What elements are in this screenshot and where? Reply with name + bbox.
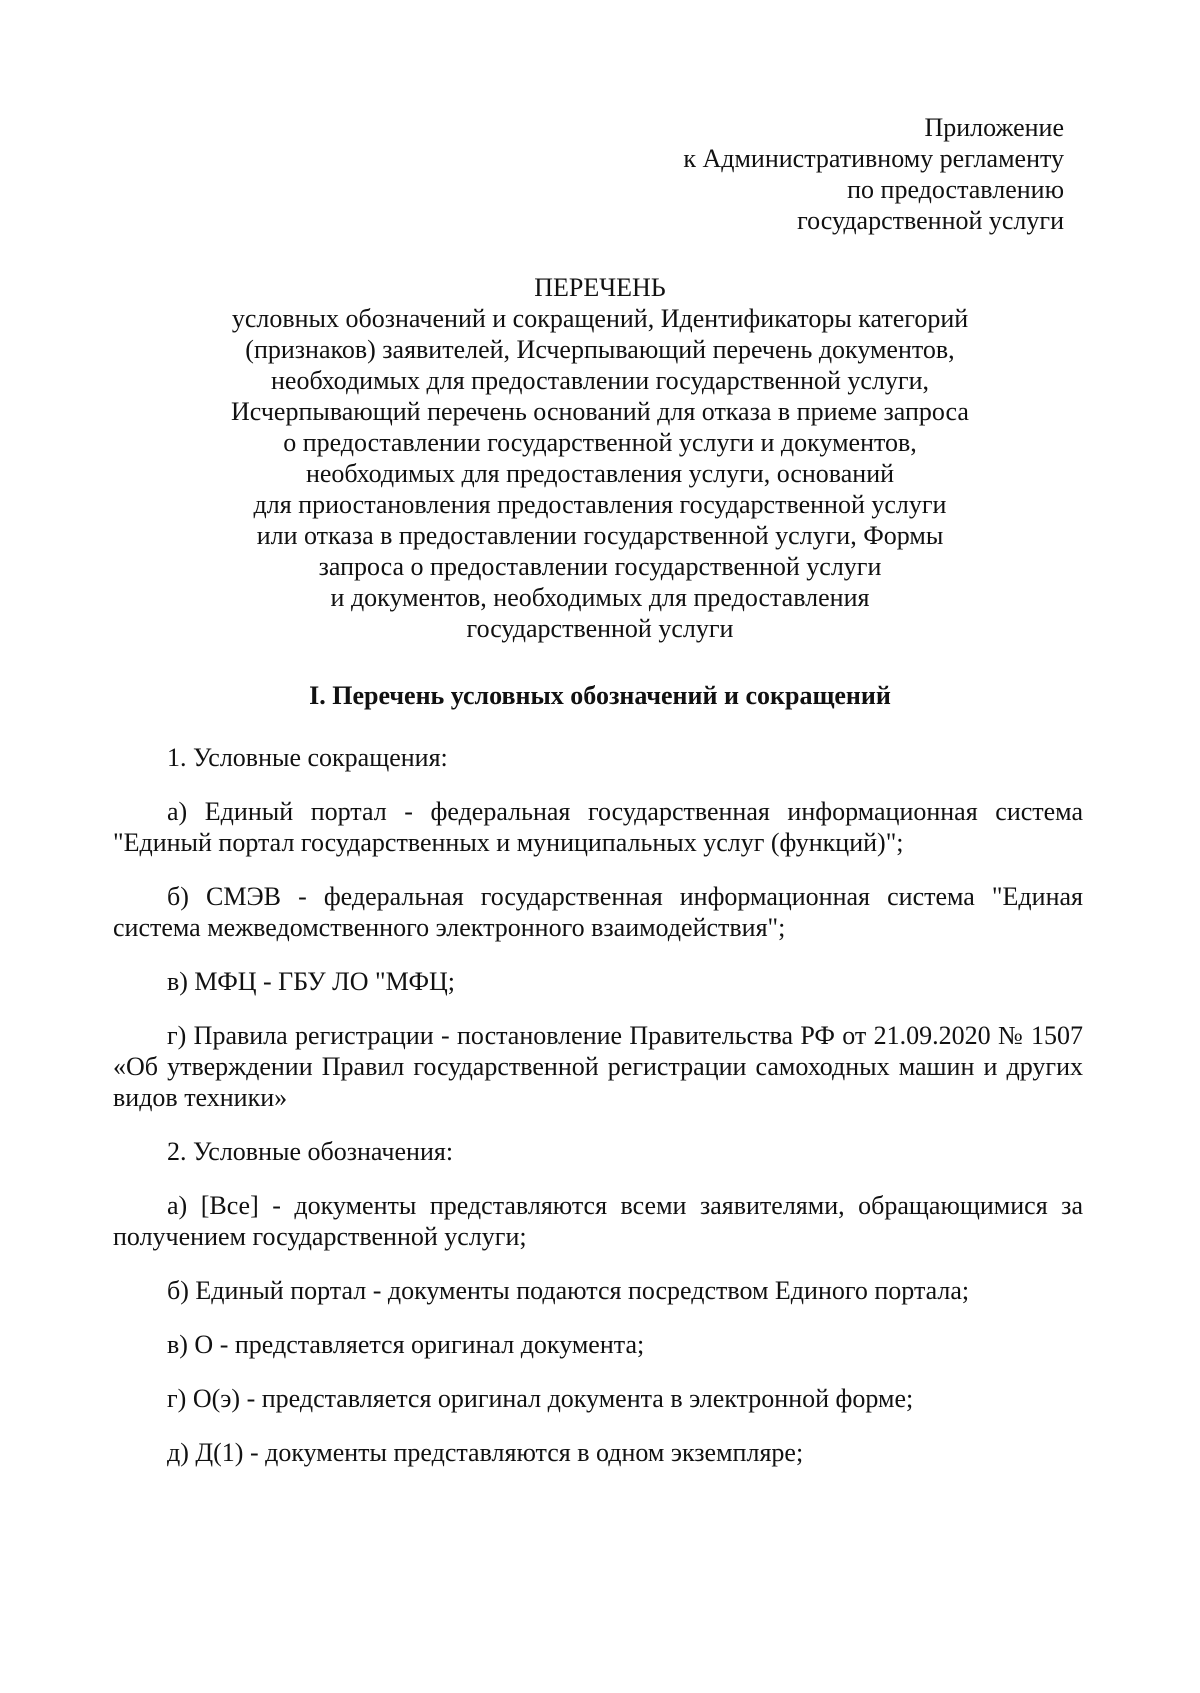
title-line: (признаков) заявителей, Исчерпывающий перечень документов,: [245, 335, 955, 364]
appendix-line: к Административному регламенту: [683, 144, 1064, 173]
paragraph: б) СМЭВ - федеральная государственная информационная система "Единая система межведомственного электронного взаимодействия";: [113, 882, 1083, 942]
title-line: Исчерпывающий перечень оснований для отказа в приеме запроса: [231, 397, 969, 426]
paragraph: г) Правила регистрации - постановление Правительства РФ от 21.09.2020 № 1507 «Об утверждении Правил государственной регистрации самоходных машин и других видов техники»: [113, 1021, 1083, 1112]
title-line: необходимых для предоставлении государственной услуги,: [270, 366, 929, 395]
appendix-note: [683, 112, 1064, 236]
paragraph: г) О(э) - представляется оригинал документа в электронной форме;: [167, 1384, 914, 1413]
document-title: [130, 272, 1070, 644]
appendix-line: государственной услуги: [797, 206, 1064, 235]
title-line: условных обозначений и сокращений, Идентификаторы категорий: [231, 304, 969, 333]
paragraph: в) О - представляется оригинал документа;: [167, 1330, 645, 1359]
title-line: государственной услуги: [466, 614, 734, 643]
title-line: о предоставлении государственной услуги и документов,: [283, 428, 917, 457]
title-heading: ПЕРЕЧЕНЬ: [534, 273, 666, 302]
title-line: необходимых для предоставления услуги, оснований: [305, 459, 895, 488]
title-line: или отказа в предоставлении государственной услуги, Формы: [256, 521, 944, 550]
title-line: и документов, необходимых для предоставления: [330, 583, 870, 612]
title-line: запроса о предоставлении государственной услуги: [318, 552, 882, 581]
paragraph: д) Д(1) - документы представляются в одном экземпляре;: [167, 1438, 804, 1467]
body-text: [113, 742, 1083, 1491]
appendix-line: Приложение: [924, 113, 1064, 142]
paragraph: б) Единый портал - документы подаются посредством Единого портала;: [167, 1276, 970, 1305]
paragraph: а) Единый портал - федеральная государственная информационная система "Единый портал государственных и муниципальных услуг (функций)";: [113, 797, 1083, 857]
paragraph-abbreviations-header: 1. Условные сокращения:: [167, 743, 448, 772]
title-line: для приостановления предоставления государственной услуги: [253, 490, 947, 519]
paragraph: а) [Все] - документы представляются всеми заявителями, обращающимися за получением государственной услуги;: [113, 1191, 1083, 1251]
section-heading: I. Перечень условных обозначений и сокращений: [309, 681, 891, 710]
paragraph-notations-header: 2. Условные обозначения:: [167, 1137, 454, 1166]
paragraph: в) МФЦ - ГБУ ЛО "МФЦ;: [167, 967, 455, 996]
appendix-line: по предоставлению: [847, 175, 1064, 204]
